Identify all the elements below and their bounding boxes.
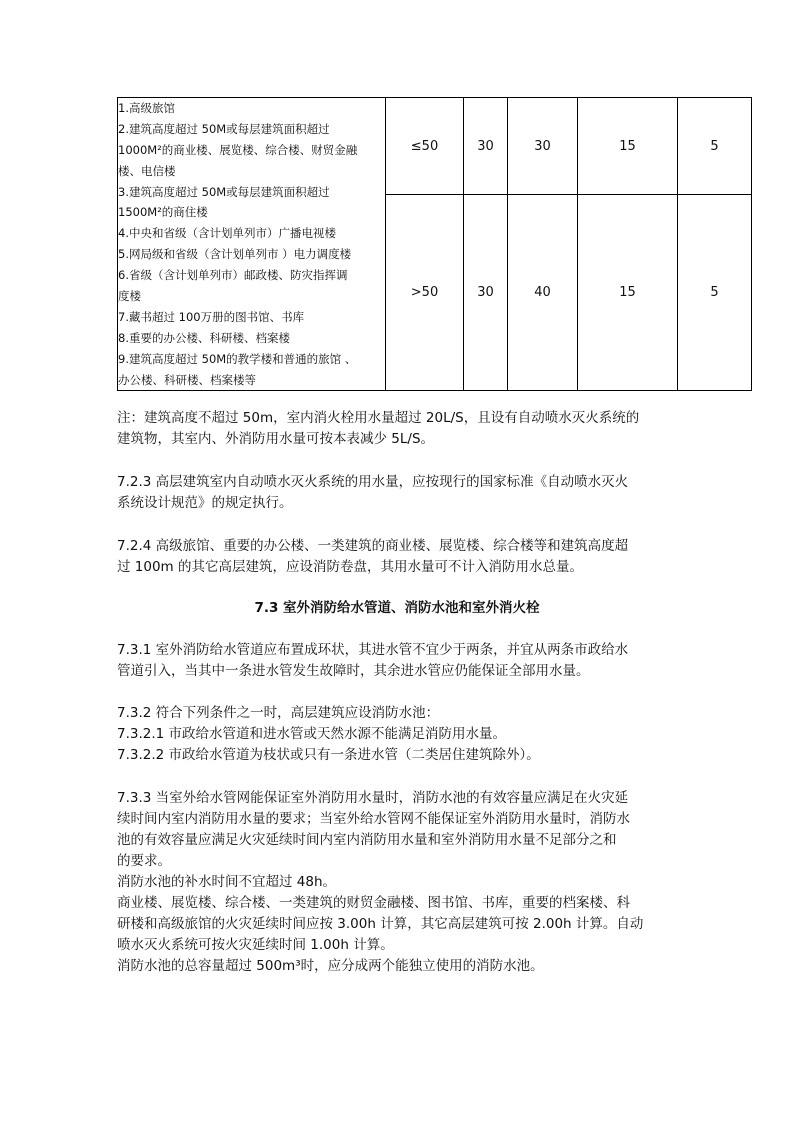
clause-7-3-2 — [117, 703, 677, 766]
value-cell: 15 — [578, 195, 678, 391]
list-item: 9.建筑高度超过 50M的教学楼和普通的旅馆 、 — [118, 351, 357, 366]
building-type-list — [118, 98, 386, 391]
text-line: 的要求。 — [117, 853, 171, 869]
list-item: 2.建筑高度超过 50M或每层建筑面积超过 — [118, 121, 330, 136]
height-cell: ≤50 — [386, 98, 464, 195]
text-line: 研楼和高级旅馆的火灾延续时间应按 3.00h 计算，其它高层建筑可按 2.00h 计算。自动 — [117, 916, 644, 932]
height-cell: >50 — [386, 195, 464, 391]
text-line: 7.2.3 高层建筑室内自动喷水灭火系统的用水量，应按现行的国家标准《自动喷水灭火 — [117, 474, 629, 490]
clause-7-2-3 — [117, 472, 677, 514]
list-item: 1.高级旅馆 — [118, 101, 175, 115]
text-line: 系统设计规范》的规定执行。 — [117, 495, 293, 511]
value-cell: 30 — [464, 195, 508, 391]
value-cell: 5 — [678, 98, 752, 195]
text-line: 商业楼、展览楼、综合楼、一类建筑的财贸金融楼、图书馆、书库，重要的档案楼、科 — [117, 895, 630, 911]
value-cell: 5 — [678, 195, 752, 391]
text-line: 喷水灭火系统可按火灾延续时间 1.00h 计算。 — [117, 937, 394, 953]
list-item: 1500M²的商住楼 — [118, 205, 208, 220]
clause-7-3-3 — [117, 788, 677, 977]
text-line: 建筑物，其室内、外消防用水量可按本表减少 5L/S。 — [117, 431, 435, 447]
value-cell: 15 — [578, 98, 678, 195]
table-row — [118, 98, 752, 195]
text-line: 消防水池的总容量超过 500m³时，应分成两个能独立使用的消防水池。 — [117, 958, 544, 974]
text-line: 续时间内室内消防用水量的要求；当室外给水管网不能保证室外消防用水量时，消防水 — [117, 811, 630, 827]
text-line: 池的有效容量应满足火灾延续时间内室内消防用水量和室外消防用水量不足部分之和 — [117, 832, 617, 848]
text-line: 7.3.1 室外消防给水管道应布置成环状，其进水管不宜少于两条，并宜从两条市政给水 — [117, 642, 629, 658]
text-line: 7.2.4 高级旅馆、重要的办公楼、一类建筑的商业楼、展览楼、综合楼等和建筑高度超 — [117, 538, 629, 554]
list-item: 6.省级（含计划单列市）邮政楼、防灾指挥调 — [118, 268, 348, 283]
table-note — [117, 408, 677, 450]
list-item: 1000M²的商业楼、展览楼、综合楼、财贸金融 — [118, 142, 358, 157]
text-line: 消防水池的补水时间不宜超过 48h。 — [117, 874, 337, 890]
section-heading: 7.3 室外消防给水管道、消防水池和室外消火栓 — [254, 600, 540, 616]
value-cell: 30 — [464, 98, 508, 195]
clause-7-2-4 — [117, 536, 677, 578]
clause-7-3-1 — [117, 640, 677, 682]
list-item: 3.建筑高度超过 50M或每层建筑面积超过 — [118, 184, 330, 199]
list-item: 度楼 — [118, 289, 141, 304]
value-cell: 30 — [508, 98, 578, 195]
water-usage-table — [117, 97, 752, 391]
list-item: 楼、电信楼 — [118, 163, 176, 178]
text-line: 7.3.3 当室外给水管网能保证室外消防用水量时，消防水池的有效容量应满足在火灾延 — [117, 790, 629, 806]
text-line: 7.3.2 符合下列条件之一时，高层建筑应设消防水池： — [117, 705, 440, 721]
text-line: 7.3.2.1 市政给水管道和进水管或天然水源不能满足消防用水量。 — [117, 726, 507, 742]
list-item: 7.藏书超过 100万册的图书馆、书库 — [118, 309, 305, 324]
text-line: 注：建筑高度不超过 50m，室内消火栓用水量超过 20L/S，且设有自动喷水灭火系统的 — [117, 410, 640, 426]
text-line: 7.3.2.2 市政给水管道为枝状或只有一条进水管（二类居住建筑除外）。 — [117, 747, 540, 763]
value-cell: 40 — [508, 195, 578, 391]
list-item: 5.网局级和省级（含计划单列市 ）电力调度楼 — [118, 247, 352, 262]
list-item: 4.中央和省级（含计划单列市）广播电视楼 — [118, 226, 336, 241]
list-item: 办公楼、科研楼、档案楼等 — [118, 372, 256, 387]
list-item: 8.重要的办公楼、科研楼、档案楼 — [118, 330, 290, 345]
text-line: 管道引入，当其中一条进水管发生故障时，其余进水管应仍能保证全部用水量。 — [117, 663, 590, 679]
text-line: 过 100m 的其它高层建筑，应设消防卷盘，其用水量可不计入消防用水总量。 — [117, 559, 583, 575]
